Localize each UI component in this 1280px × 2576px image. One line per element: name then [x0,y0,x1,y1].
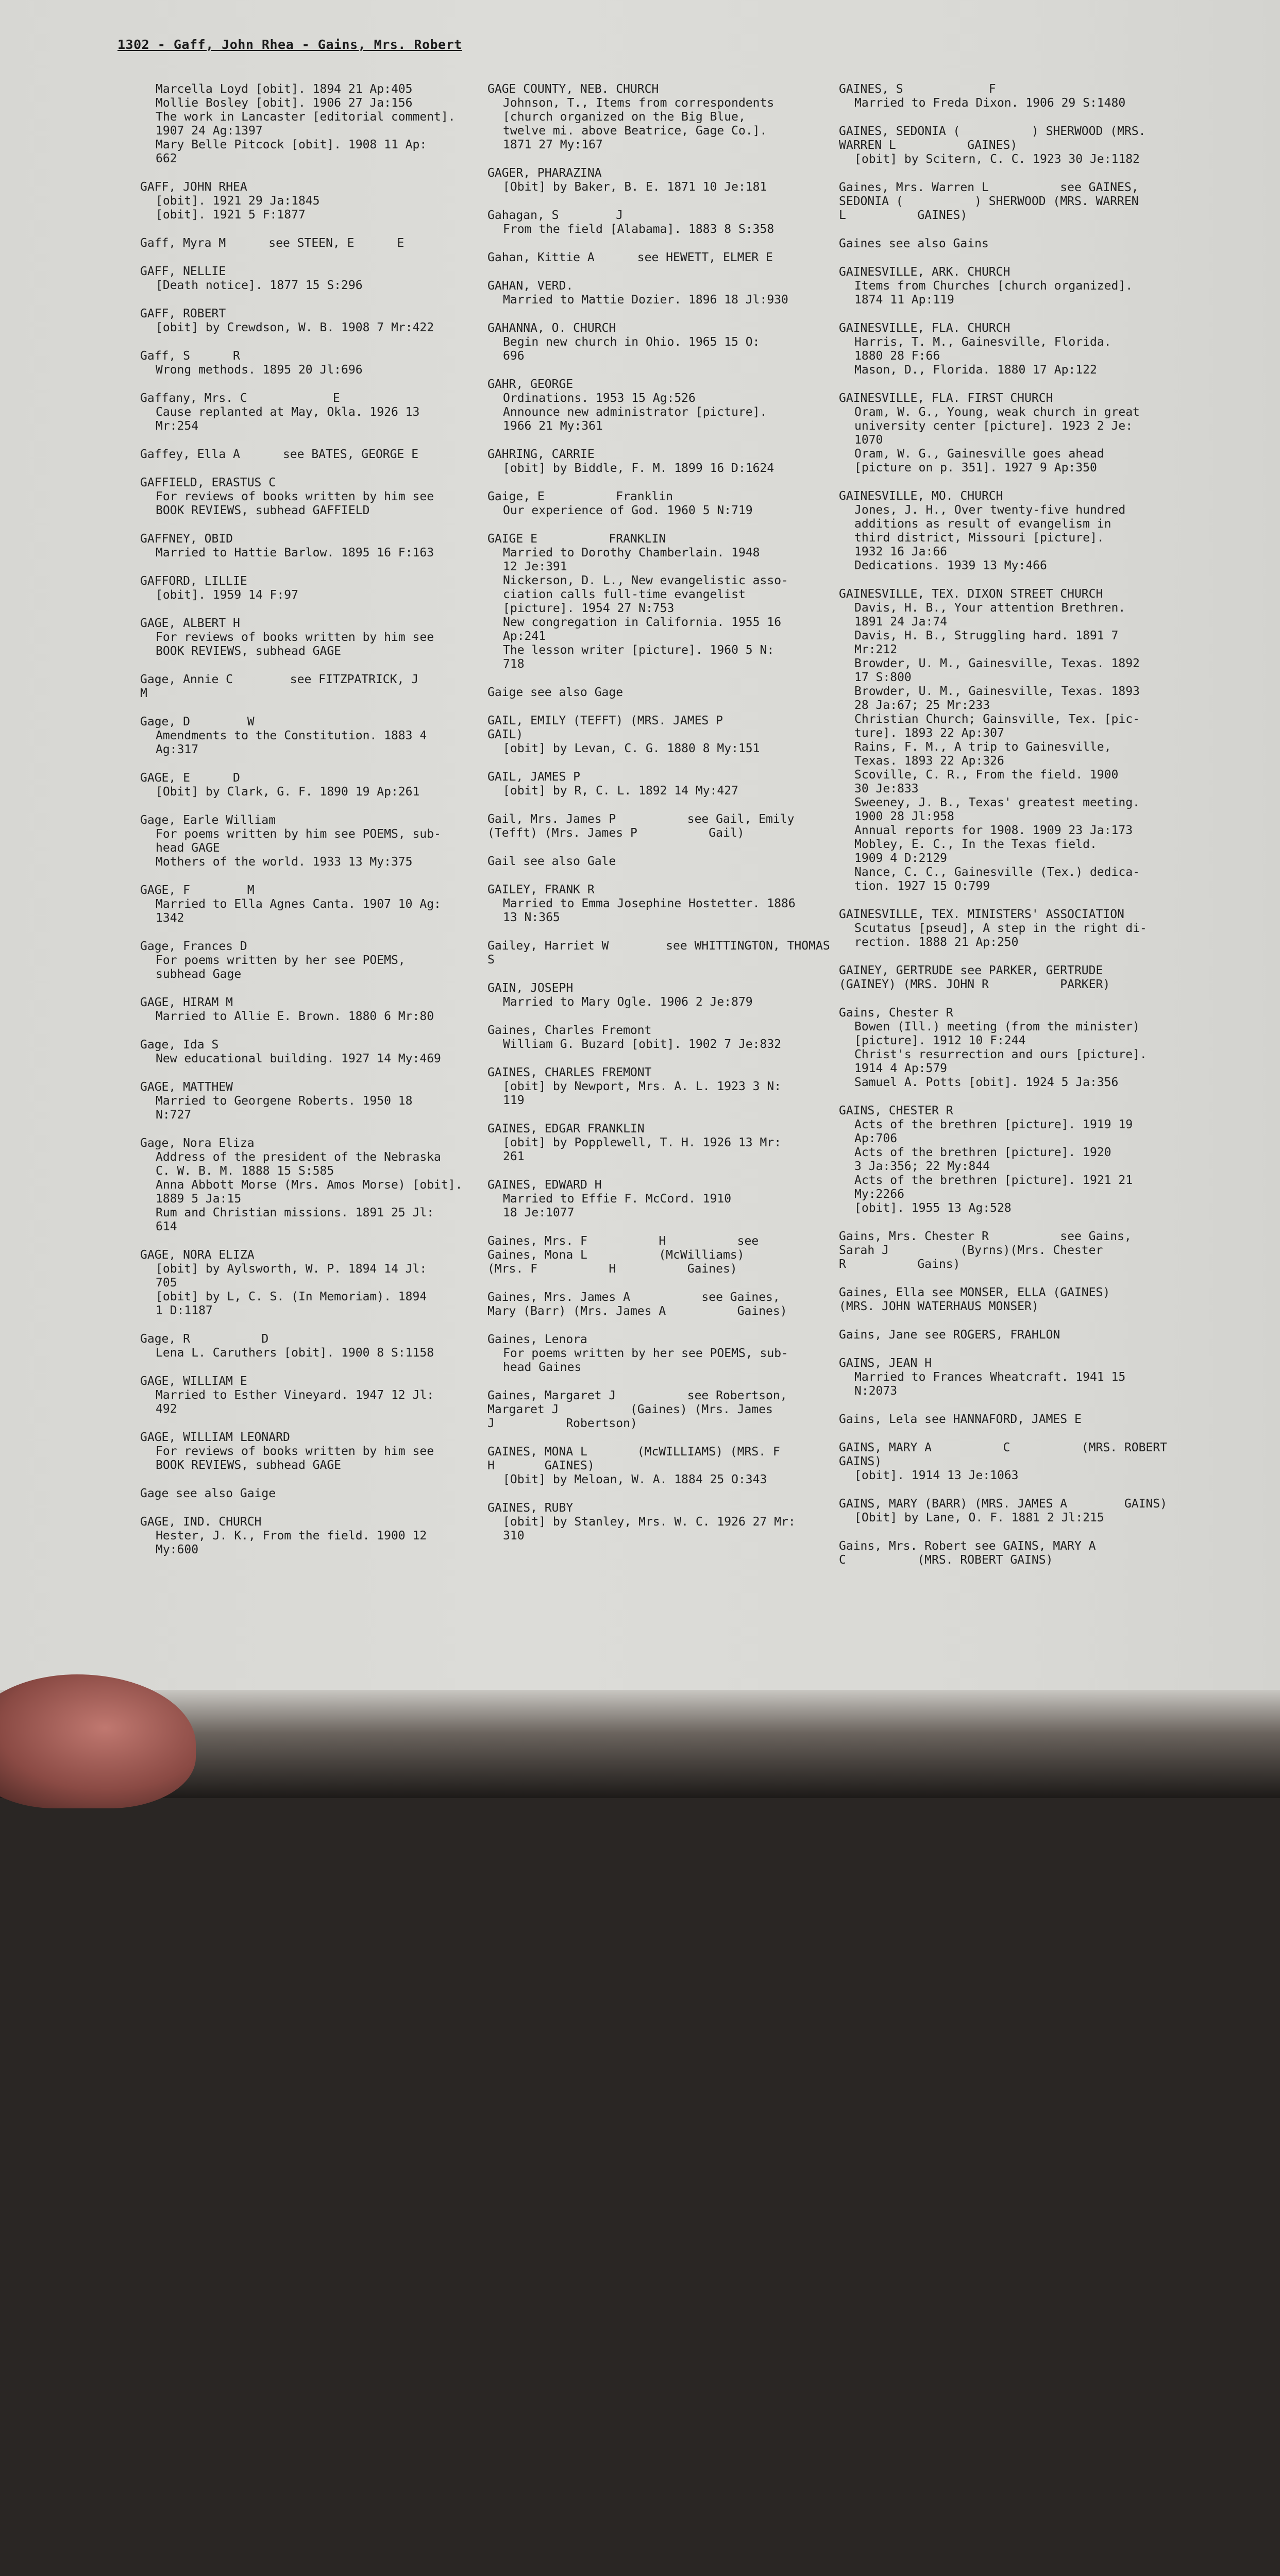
entry-citation: [obit] by Scitern, C. C. 1923 30 Je:1182 [854,152,1140,166]
entry-citation: Oram, W. G., Young, weak church in great university center [picture]. 1923 2 Je: 1070 [854,405,1140,447]
index-entry [839,1539,1189,1567]
index-entry [487,1389,843,1431]
entry-citation: Annual reports for 1908. 1909 23 Ja:173 [854,824,1133,837]
index-entry [140,1080,470,1122]
entry-citation: New educational building. 1927 14 My:469 [156,1052,441,1065]
entry-citation: Johnson, T., Items from correspondents [church organized on the Big Blue, twelve mi. above Beatrice, Gage Co.]. 1871 27 My:167 [503,96,774,151]
entry-citation: The work in Lancaster [editorial comment]. 1907 24 Ag:1397 [156,110,456,138]
entry-heading: GAINES, SEDONIA ( ) SHERWOOD (MRS. WARREN L GAINES) [839,125,1146,152]
index-entry [839,1357,1189,1398]
entry-citation: Wrong methods. 1895 20 Jl:696 [156,363,363,377]
index-entry [140,1332,470,1360]
entry-citation: Married to Mattie Dozier. 1896 18 Jl:930 [503,293,788,307]
index-entry [140,1431,470,1472]
entry-heading: Gaines, Margaret J see Robertson, Margaret J (Gaines) (Mrs. James J Robertson) [487,1389,787,1430]
entry-citation: Acts of the brethren [picture]. 1919 19 Ap:706 [854,1118,1133,1145]
entry-citation: [Obit] by Lane, O. F. 1881 2 Jl:215 [854,1511,1104,1524]
entry-heading: Gaige see also Gage [487,686,624,699]
index-entry [140,349,470,377]
entry-heading: GAHANNA, O. CHURCH [487,321,616,335]
entry-citation: [Obit] by Baker, B. E. 1871 10 Je:181 [503,180,767,194]
entry-citation: For reviews of books written by him see BOOK REVIEWS, subhead GAGE [156,631,434,658]
entry-citation: [obit] by Newport, Mrs. A. L. 1923 3 N: 119 [503,1080,782,1107]
entry-citation: For poems written by him see POEMS, sub- head GAGE [156,827,441,855]
index-entry [839,587,1189,893]
entry-citation: Married to Frances Wheatcraft. 1941 15 N:2073 [854,1370,1126,1398]
entry-heading: GAFFIELD, ERASTUS C [140,476,276,489]
index-entry [839,181,1189,223]
index-entry [140,771,470,799]
index-entry [487,812,843,840]
entry-citation: [obit] by Levan, C. G. 1880 8 My:151 [503,742,760,755]
entry-heading: GAINS, MARY A C (MRS. ROBERT GAINS) [839,1441,1167,1468]
entry-citation: [obit] by Aylsworth, W. P. 1894 14 Jl: 705 [156,1262,427,1290]
entry-citation: Browder, U. M., Gainesville, Texas. 1893 28 Ja:67; 25 Mr:233 [854,685,1140,712]
entry-heading: Gaff, Myra M see STEEN, E E [140,236,405,250]
entry-citation: Mothers of the world. 1933 13 My:375 [156,855,413,869]
index-entry [487,321,843,363]
index-entry [487,532,843,671]
entry-heading: GAGE COUNTY, NEB. CHURCH [487,82,659,96]
entry-citation: Sweeney, J. B., Texas' greatest meeting. 1900 28 Jl:958 [854,796,1140,823]
index-entry [487,1333,843,1375]
running-head: 1302 - Gaff, John Rhea - Gains, Mrs. Robert [117,37,462,52]
index-entry [487,981,843,1009]
entry-citation: William G. Buzard [obit]. 1902 7 Je:832 [503,1038,782,1051]
entry-citation: Married to Freda Dixon. 1906 29 S:1480 [854,96,1126,110]
index-entry [140,392,470,433]
index-entry [839,1328,1189,1342]
entry-heading: GAINESVILLE, MO. CHURCH [839,489,1003,503]
index-entry [140,1487,470,1501]
index-entry [487,855,843,869]
entry-citation: [obit]. 1914 13 Je:1063 [854,1469,1019,1482]
entry-citation: [obit] by Popplewell, T. H. 1926 13 Mr: 261 [503,1136,782,1163]
index-entry [487,1066,843,1108]
entry-heading: Gains, Jane see ROGERS, FRAHLON [839,1328,1060,1342]
index-entry [140,617,470,658]
entry-heading: GAINES, RUBY [487,1501,574,1515]
entry-heading: GAFF, NELLIE [140,265,226,278]
index-entry [487,686,843,700]
entry-heading: Gage, Annie C see FITZPATRICK, J M [140,673,419,700]
entry-heading: GAINESVILLE, TEX. DIXON STREET CHURCH [839,587,1103,601]
entry-citation: Mollie Bosley [obit]. 1906 27 Ja:156 [156,96,413,110]
entry-citation: Browder, U. M., Gainesville, Texas. 1892 17 S:800 [854,657,1140,684]
index-entry [487,1501,843,1543]
entry-heading: GAGER, PHARAZINA [487,166,602,180]
entry-heading: GAHRING, CARRIE [487,448,595,461]
entry-citation: Items from Churches [church organized]. 1874 11 Ap:119 [854,279,1133,307]
entry-citation: [obit] by R, C. L. 1892 14 My:427 [503,784,738,798]
index-entry [140,715,470,757]
index-entry [487,1024,843,1052]
entry-citation: Rains, F. M., A trip to Gainesville, Texas. 1893 22 Ap:326 [854,740,1111,768]
entry-heading: GAINS, JEAN H [839,1357,932,1370]
entry-heading: GAIL, EMILY (TEFFT) (MRS. JAMES P GAIL) [487,714,723,741]
entry-citation: Anna Abbott Morse (Mrs. Amos Morse) [obit]. 1889 5 Ja:15 [156,1178,463,1206]
entry-citation: Cause replanted at May, Okla. 1926 13 Mr:254 [156,405,420,433]
index-entry [487,714,843,756]
entry-heading: Gage, Frances D [140,940,247,953]
index-entry [140,940,470,981]
index-entry [140,1515,470,1557]
entry-heading: GAIGE E FRANKLIN [487,532,666,546]
index-entry [140,1248,470,1318]
index-column-1 [140,82,470,1571]
index-entry [140,532,470,560]
entry-heading: GAINS, CHESTER R [839,1104,953,1117]
index-entry [487,1122,843,1164]
entry-citation: Scoville, C. R., From the field. 1900 30 Je:833 [854,768,1119,795]
entry-citation: From the field [Alabama]. 1883 8 S:358 [503,223,774,236]
entry-citation: Married to Esther Vineyard. 1947 12 Jl: 492 [156,1388,434,1416]
entry-heading: Gaffany, Mrs. C E [140,392,340,405]
entry-citation: Harris, T. M., Gainesville, Florida. 1880 28 F:66 [854,335,1111,363]
index-entry [487,251,843,265]
index-entry [487,378,843,433]
entry-heading: GAHR, GEORGE [487,378,574,391]
entry-citation: [obit]. 1921 29 Ja:1845 [156,194,320,208]
index-entry [487,166,843,194]
entry-citation: New congregation in California. 1955 16 Ap:241 [503,616,782,643]
entry-heading: GAILEY, FRANK R [487,883,595,896]
entry-heading: Gaines, Mrs. F H see Gaines, Mona L (McWilliams) (Mrs. F H Gaines) [487,1234,759,1276]
entry-citation: Dedications. 1939 13 My:466 [854,559,1047,572]
entry-heading: Gage, Ida S [140,1038,219,1052]
index-entry [839,1230,1189,1272]
index-entry [140,673,470,701]
entry-citation: Ordinations. 1953 15 Ag:526 [503,392,696,405]
entry-heading: GAFFNEY, OBID [140,532,233,546]
entry-citation: Married to Mary Ogle. 1906 2 Je:879 [503,995,753,1009]
entry-citation: [Obit] by Clark, G. F. 1890 19 Ap:261 [156,785,420,799]
entry-heading: GAINESVILLE, FLA. FIRST CHURCH [839,392,1053,405]
entry-heading: Gaige, E Franklin [487,490,673,503]
index-entry [140,180,470,222]
entry-heading: Gage, R D [140,1332,269,1346]
index-entry [487,1178,843,1220]
entry-citation: Married to Emma Josephine Hostetter. 1886 13 N:365 [503,897,796,924]
entry-citation: [Obit] by Meloan, W. A. 1884 25 O:343 [503,1473,767,1486]
index-entry [140,448,470,462]
entry-citation: Davis, H. B., Your attention Brethren. 1891 24 Ja:74 [854,601,1126,629]
entry-heading: Gains, Mrs. Robert see GAINS, MARY A C (MRS. ROBERT GAINS) [839,1539,1096,1567]
entry-heading: Gage, D W [140,715,255,728]
entry-heading: Gaines see also Gains [839,237,989,250]
entry-citation: Jones, J. H., Over twenty-five hundred additions as result of evangelism in third district, Missouri [picture]. 1932 16 Ja:66 [854,503,1126,558]
index-entry [487,1234,843,1276]
index-column-3 [839,82,1189,1582]
entry-heading: GAGE, F M [140,884,255,897]
entry-citation: For reviews of books written by him see BOOK REVIEWS, subhead GAGE [156,1445,434,1472]
index-entry [140,884,470,925]
index-column-2 [487,82,843,1557]
entry-heading: GAGE, IND. CHURCH [140,1515,262,1529]
index-entry [839,237,1189,251]
index-entry [839,1006,1189,1090]
entry-citation: [obit] by Biddle, F. M. 1899 16 D:1624 [503,462,774,475]
entry-citation: Lena L. Caruthers [obit]. 1900 8 S:1158 [156,1346,434,1360]
entry-heading: GAIL, JAMES P [487,770,581,784]
index-entry [839,82,1189,110]
index-entry [839,1286,1189,1314]
index-entry [140,814,470,869]
entry-heading: Gail see also Gale [487,855,616,868]
entry-citation: The lesson writer [picture]. 1960 5 N: 718 [503,643,774,671]
entry-citation: Oram, W. G., Gainesville goes ahead [picture on p. 351]. 1927 9 Ap:350 [854,447,1104,474]
entry-heading: Gaines, Mrs. James A see Gaines, Mary (Barr) (Mrs. James A Gaines) [487,1291,787,1318]
entry-citation: Nickerson, D. L., New evangelistic asso- ciation calls full-time evangelist [picture]. 1954 27 N:753 [503,574,788,615]
index-entry [487,448,843,476]
entry-citation: Samuel A. Potts [obit]. 1924 5 Ja:356 [854,1076,1119,1089]
entry-citation: [obit]. 1921 5 F:1877 [156,208,306,222]
entry-heading: GAHAN, VERD. [487,279,574,293]
entry-citation: [obit]. 1959 14 F:97 [156,588,298,602]
entry-heading: GAINES, CHARLES FREMONT [487,1066,652,1079]
entry-heading: Gains, Mrs. Chester R see Gains, Sarah J (Byrns)(Mrs. Chester R Gains) [839,1230,1132,1271]
entry-citation: Mobley, E. C., In the Texas field. 1909 4 D:2129 [854,838,1097,865]
entry-citation: Our experience of God. 1960 5 N:719 [503,504,753,517]
entry-citation: Hester, J. K., From the field. 1900 12 My:600 [156,1529,427,1556]
entry-heading: GAINES, EDWARD H [487,1178,602,1192]
entry-citation: Mason, D., Florida. 1880 17 Ap:122 [854,363,1097,377]
entry-heading: Gaines, Mrs. Warren L see GAINES, SEDONIA ( ) SHERWOOD (MRS. WARREN L GAINES) [839,181,1139,222]
entry-heading: GAIN, JOSEPH [487,981,574,995]
entry-citation: Acts of the brethren [picture]. 1920 3 Ja:356; 22 My:844 [854,1146,1111,1173]
index-entry [839,964,1189,992]
entry-citation: [obit] by L, C. S. (In Memoriam). 1894 1 D:1187 [156,1290,427,1317]
entry-heading: GAGE, WILLIAM LEONARD [140,1431,290,1444]
entry-heading: Gahagan, S J [487,209,624,222]
entry-heading: Gage, Earle William [140,814,276,827]
entry-heading: GAINES, S F [839,82,996,96]
index-entry [140,265,470,293]
entry-citation: Address of the president of the Nebraska C. W. B. M. 1888 15 S:585 [156,1150,441,1178]
entry-citation: Married to Georgene Roberts. 1950 18 N:727 [156,1094,413,1122]
entry-citation: Married to Effie F. McCord. 1910 18 Je:1077 [503,1192,732,1219]
entry-heading: Gailey, Harriet W see WHITTINGTON, THOMAS S [487,939,830,967]
index-entry [839,265,1189,307]
entry-citation: Bowen (Ill.) meeting (from the minister) [picture]. 1912 10 F:244 [854,1020,1140,1047]
entry-heading: GAINESVILLE, FLA. CHURCH [839,321,1010,335]
entry-heading: GAINES, MONA L (McWILLIAMS) (MRS. F H GAINES) [487,1445,780,1472]
index-entry [140,1038,470,1066]
entry-citation: Announce new administrator [picture]. 1966 21 My:361 [503,405,767,433]
entry-heading: GAINES, EDGAR FRANKLIN [487,1122,645,1136]
entry-citation: Married to Allie E. Brown. 1880 6 Mr:80 [156,1010,434,1023]
index-entry [487,82,843,152]
entry-citation: Amendments to the Constitution. 1883 4 Ag:317 [156,729,427,756]
entry-heading: GAINS, MARY (BARR) (MRS. JAMES A GAINS) [839,1497,1167,1511]
entry-citation: Scutatus [pseud], A step in the right di- rection. 1888 21 Ap:250 [854,922,1147,949]
entry-citation: [obit] by Stanley, Mrs. W. C. 1926 27 Mr: 310 [503,1515,796,1543]
entry-citation: Married to Hattie Barlow. 1895 16 F:163 [156,546,434,560]
entry-heading: Gaines, Ella see MONSER, ELLA (GAINES) (MRS. JOHN WATERHAUS MONSER) [839,1286,1110,1313]
entry-citation: Christian Church; Gainsville, Tex. [pic- ture]. 1893 22 Ap:307 [854,713,1140,740]
index-entry [140,996,470,1024]
entry-heading: GAFF, ROBERT [140,307,226,320]
index-entry [487,883,843,925]
entry-citation: [Death notice]. 1877 15 S:296 [156,279,363,292]
index-entry [140,1137,470,1234]
entry-citation: Acts of the brethren [picture]. 1921 21 My:2266 [854,1174,1133,1201]
entry-heading: Gage see also Gaige [140,1487,276,1500]
entry-citation: [obit]. 1955 13 Ag:528 [854,1201,1012,1215]
entry-citation: Rum and Christian missions. 1891 25 Jl: 614 [156,1206,434,1233]
index-entry [487,770,843,798]
entry-heading: Gains, Chester R [839,1006,953,1020]
index-entry [140,574,470,602]
entry-citation: For poems written by her see POEMS, subhead Gage [156,954,406,981]
entry-heading: Gaines, Lenora [487,1333,587,1346]
entry-heading: Gahan, Kittie A see HEWETT, ELMER E [487,251,773,264]
entry-heading: GAGE, MATTHEW [140,1080,233,1094]
index-entry [839,392,1189,475]
entry-citation: Begin new church in Ohio. 1965 15 O: 696 [503,335,760,363]
entry-heading: Gains, Lela see HANNAFORD, JAMES E [839,1413,1082,1426]
entry-heading: Gaffey, Ella A see BATES, GEORGE E [140,448,419,461]
entry-heading: GAINESVILLE, TEX. MINISTERS' ASSOCIATION [839,908,1124,921]
index-entry [487,490,843,518]
entry-heading: GAINEY, GERTRUDE see PARKER, GERTRUDE (GAINEY) (MRS. JOHN R PARKER) [839,964,1110,991]
entry-heading: Gaines, Charles Fremont [487,1024,652,1037]
index-entry [839,1104,1189,1215]
entry-citation: [obit] by Crewdson, W. B. 1908 7 Mr:422 [156,321,434,334]
entry-heading: Gail, Mrs. James P see Gail, Emily (Tefft) (Mrs. James P Gail) [487,812,795,840]
index-entry [839,1413,1189,1427]
index-entry [487,209,843,236]
entry-heading: Gage, Nora Eliza [140,1137,255,1150]
index-entry [487,279,843,307]
entry-heading: GAGE, ALBERT H [140,617,240,630]
index-entry [839,1441,1189,1483]
entry-heading: GAGE, NORA ELIZA [140,1248,255,1262]
index-entry [839,125,1189,166]
index-entry [140,236,470,250]
index-entry [839,908,1189,950]
entry-citation: For poems written by her see POEMS, sub- head Gaines [503,1347,788,1374]
entry-heading: GAGE, HIRAM M [140,996,233,1009]
entry-citation: Marcella Loyd [obit]. 1894 21 Ap:405 [156,82,413,96]
index-entry [839,1497,1189,1525]
index-entry [140,307,470,335]
entry-heading: Gaff, S R [140,349,240,363]
index-entry [140,1375,470,1416]
entry-citation: Married to Ella Agnes Canta. 1907 10 Ag: 1342 [156,897,441,925]
entry-heading: GAGE, WILLIAM E [140,1375,247,1388]
entry-heading: GAINESVILLE, ARK. CHURCH [839,265,1010,279]
entry-heading: GAGE, E D [140,771,240,785]
index-entry [140,476,470,518]
entry-citation: Mary Belle Pitcock [obit]. 1908 11 Ap: 662 [156,138,427,165]
index-entry [140,82,470,166]
index-entry [487,1445,843,1487]
entry-citation: Christ's resurrection and ours [picture]. 1914 4 Ap:579 [854,1048,1147,1075]
entry-citation: Nance, C. C., Gainesville (Tex.) dedica- tion. 1927 15 O:799 [854,866,1140,893]
index-entry [487,1291,843,1318]
entry-citation: Married to Dorothy Chamberlain. 1948 12 Je:391 [503,546,760,573]
entry-heading: GAFF, JOHN RHEA [140,180,247,194]
entry-citation: For reviews of books written by him see BOOK REVIEWS, subhead GAFFIELD [156,490,434,517]
index-entry [839,321,1189,377]
entry-citation: Davis, H. B., Struggling hard. 1891 7 Mr:212 [854,629,1119,656]
entry-heading: GAFFORD, LILLIE [140,574,247,588]
index-entry [839,489,1189,573]
index-entry [487,939,843,967]
